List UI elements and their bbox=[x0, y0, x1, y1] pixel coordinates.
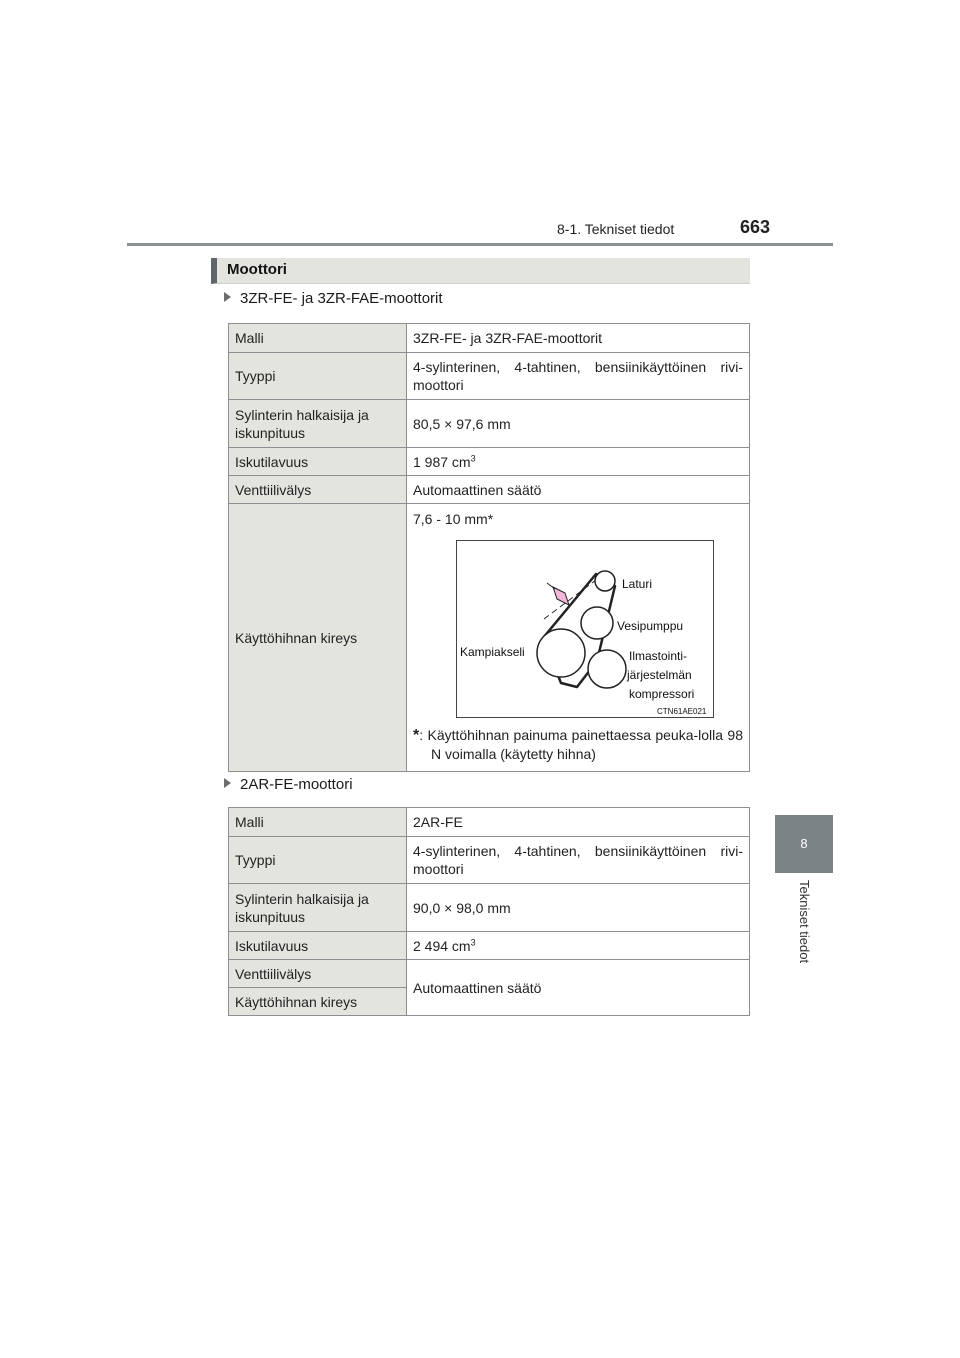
spec-key: Tyyppi bbox=[229, 353, 407, 400]
spec-value bbox=[407, 932, 750, 960]
table-row bbox=[229, 400, 750, 448]
water-pump-pulley bbox=[581, 607, 613, 639]
spec-key: Käyttöhihnan kireys bbox=[229, 504, 407, 772]
engine1-heading-text: 3ZR-FE- ja 3ZR-FAE-moottorit bbox=[240, 290, 443, 307]
belt-footnote bbox=[413, 726, 743, 763]
label-alternator: Laturi bbox=[622, 577, 653, 591]
superscript: 3 bbox=[470, 452, 476, 463]
spec-value: 2AR-FE bbox=[407, 808, 750, 837]
superscript: 3 bbox=[470, 936, 476, 947]
push-arrow-icon bbox=[553, 587, 569, 605]
spec-value: 3ZR-FE- ja 3ZR-FAE-moottorit bbox=[407, 324, 750, 353]
spec-value: Automaattinen säätö bbox=[407, 476, 750, 504]
spec-value bbox=[407, 504, 750, 772]
push-arrow-tail bbox=[547, 583, 555, 589]
alternator-pulley bbox=[595, 571, 615, 591]
label-ac-compressor-2: järjestelmän bbox=[627, 668, 692, 682]
table-row bbox=[229, 504, 750, 772]
section-title-text: Moottori bbox=[227, 261, 287, 278]
spec-key: Käyttöhihnan kireys bbox=[229, 988, 407, 1016]
crankshaft-pulley bbox=[537, 629, 585, 677]
label-crankshaft: Kampiakseli bbox=[460, 645, 525, 659]
triangle-bullet-icon bbox=[224, 778, 231, 788]
triangle-bullet-icon bbox=[224, 292, 231, 302]
spec-key: Sylinterin halkaisija ja iskunpituus bbox=[229, 884, 407, 932]
ac-compressor-pulley bbox=[588, 650, 626, 688]
table-row bbox=[229, 476, 750, 504]
engine1-heading bbox=[224, 290, 443, 307]
chapter-tab[interactable]: 8 bbox=[775, 815, 833, 873]
spec-key: Tyyppi bbox=[229, 837, 407, 884]
spec-key: Venttiilivälys bbox=[229, 960, 407, 988]
table-row bbox=[229, 932, 750, 960]
engine2-heading-text: 2AR-FE-moottori bbox=[240, 776, 353, 793]
header-rule bbox=[127, 243, 833, 246]
belt-tension-value: 7,6 - 10 mm* bbox=[413, 511, 494, 527]
table-row bbox=[229, 808, 750, 837]
spec-value: Automaattinen säätö bbox=[407, 960, 750, 1016]
belt-diagram bbox=[456, 540, 714, 718]
table-row bbox=[229, 324, 750, 353]
spec-value-text: 1 987 cm bbox=[413, 453, 471, 470]
table-row bbox=[229, 353, 750, 400]
engine2-heading bbox=[224, 776, 353, 793]
spec-key: Venttiilivälys bbox=[229, 476, 407, 504]
section-title bbox=[211, 258, 750, 284]
spec-value: 4-sylinterinen, 4-tahtinen, bensiinikäyttöinen rivi-moottori bbox=[407, 837, 750, 884]
label-ac-compressor-1: Ilmastointi- bbox=[629, 649, 688, 663]
spec-key: Sylinterin halkaisija ja iskunpituus bbox=[229, 400, 407, 448]
diagram-code: CTN61AE021 bbox=[657, 707, 707, 716]
engine1-spec-table bbox=[228, 323, 750, 772]
engine2-spec-table bbox=[228, 807, 750, 1016]
footnote-mark: * bbox=[413, 727, 420, 744]
table-row bbox=[229, 960, 750, 988]
table-row bbox=[229, 884, 750, 932]
table-row bbox=[229, 448, 750, 476]
label-ac-compressor-3: kompressori bbox=[629, 687, 695, 701]
spec-value: 4-sylinterinen, 4-tahtinen, bensiinikäyttöinen rivi-moottori bbox=[407, 353, 750, 400]
spec-key: Malli bbox=[229, 808, 407, 837]
header-section-title: 8-1. Tekniset tiedot bbox=[557, 221, 675, 237]
spec-value-text: 2 494 cm bbox=[413, 937, 471, 954]
spec-key: Malli bbox=[229, 324, 407, 353]
footnote-text: : Käyttöhihnan painuma painettaessa peuka-lolla 98 N voimalla (käytetty hihna) bbox=[419, 727, 743, 762]
spec-value: 80,5 × 97,6 mm bbox=[407, 400, 750, 448]
chapter-label-text: Tekniset tiedot bbox=[797, 880, 812, 964]
table-row bbox=[229, 837, 750, 884]
label-water-pump: Vesipumppu bbox=[617, 619, 684, 633]
spec-value bbox=[407, 448, 750, 476]
spec-key: Iskutilavuus bbox=[229, 448, 407, 476]
spec-key: Iskutilavuus bbox=[229, 932, 407, 960]
spec-value: 90,0 × 98,0 mm bbox=[407, 884, 750, 932]
page-number: 663 bbox=[740, 217, 771, 237]
